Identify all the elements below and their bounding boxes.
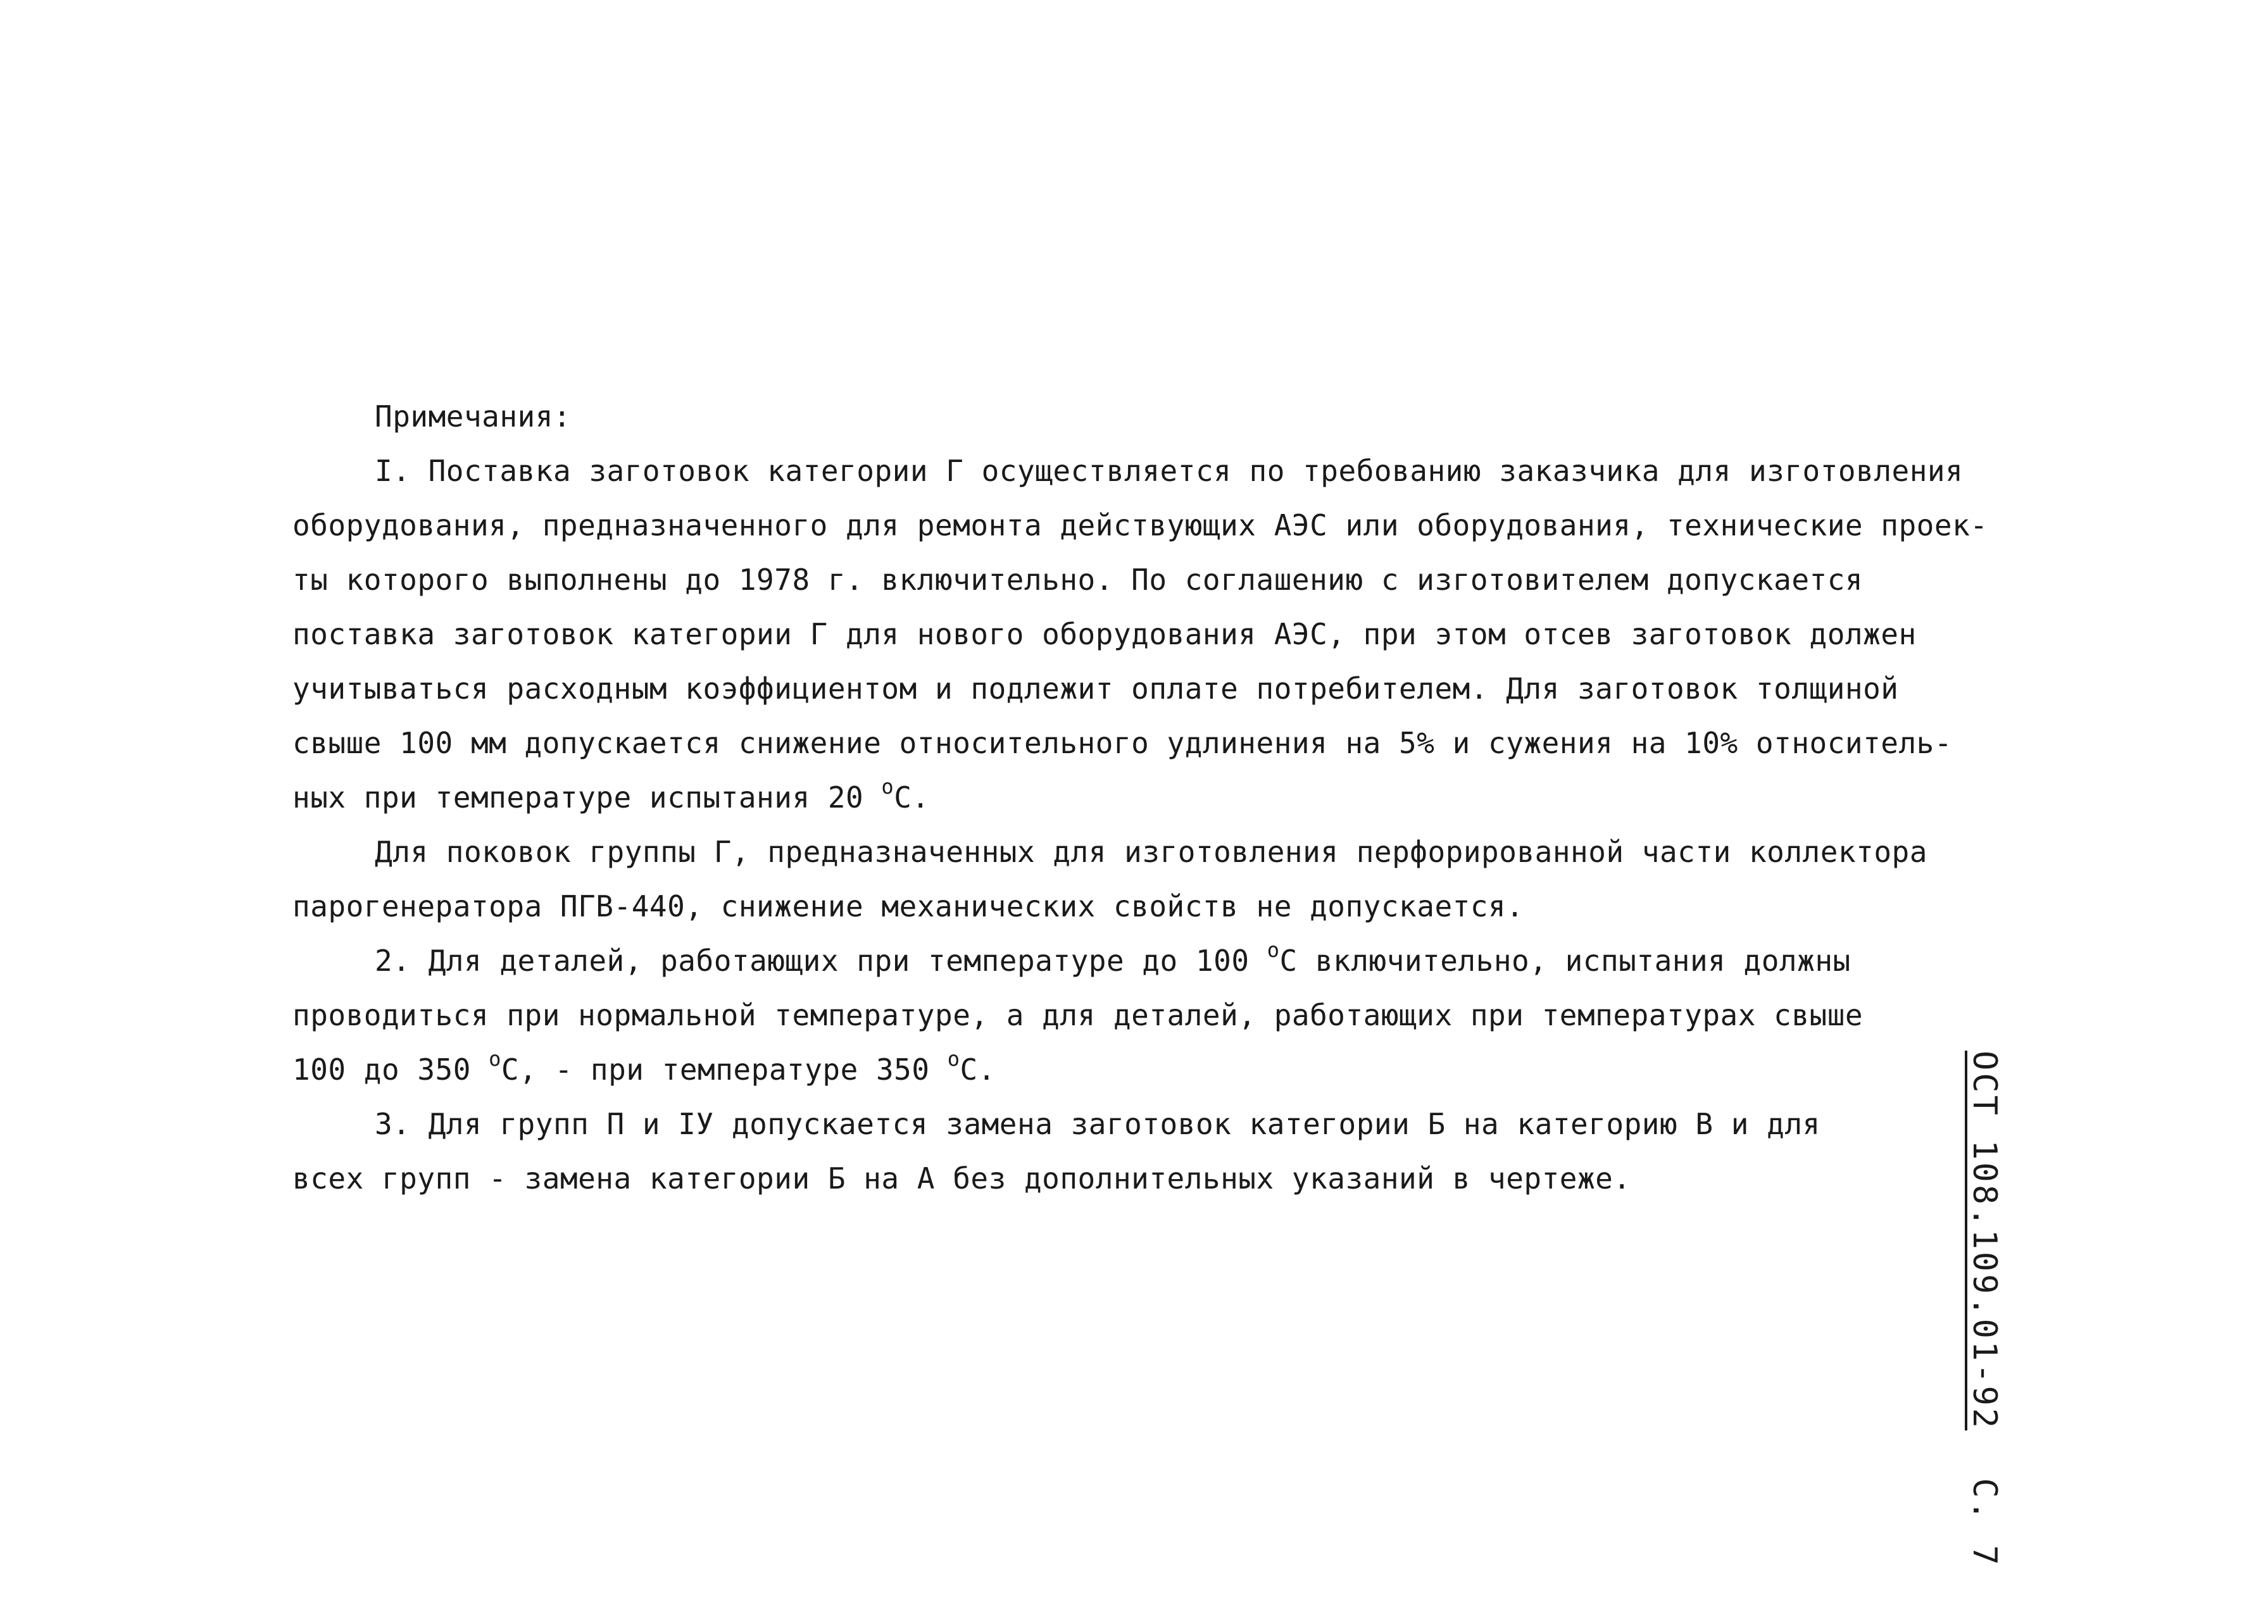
note-1-line-6: свыше 100 мм допускается снижение относительного удлинения на 5% и сужения на 10% относитель-	[292, 726, 1953, 760]
celsius-unit: С.	[960, 1052, 996, 1087]
note-2-line-3	[292, 1042, 1888, 1097]
note-2-line-3-mid: С, - при температуре 350	[501, 1052, 948, 1087]
note-1-line-3: ты которого выполнены до 1978 г. включительно. По соглашению с изготовителем допускается	[292, 563, 1864, 597]
document-code-stamp	[1959, 1051, 2010, 1568]
notes-title: Примечания:	[375, 399, 572, 434]
note-2-line-1-text: 2. Для деталей, работающих при температуре до 100	[375, 944, 1267, 978]
celsius-unit: С.	[894, 780, 930, 815]
degree-mark: o	[881, 775, 894, 799]
note-1-para-2-line-1: Для поковок группы Г, предназначенных для изготовления перфорированной части коллектора	[375, 835, 1927, 869]
note-2-line-1	[292, 934, 1888, 988]
note-1-line-5: учитываться расходным коэффициентом и подлежит оплате потребителем. Для заготовок толщиной	[292, 671, 1899, 706]
note-1-line-2: оборудования, предназначенного для ремонта действующих АЭС или оборудования, технические проек-	[292, 508, 1988, 542]
degree-mark: o	[1267, 938, 1280, 962]
degree-mark: o	[489, 1047, 501, 1071]
note-3-line-1: 3. Для групп П и IУ допускается замена заготовок категории Б на категорию В и для	[375, 1107, 1820, 1141]
note-1-line-7-text: ных при температуре испытания 20	[292, 780, 882, 815]
note-2-line-3-text: 100 до 350	[292, 1052, 489, 1087]
page-number: С. 7	[1965, 1478, 2003, 1568]
standard-code: ОСТ 108.109.01-92	[1965, 1051, 2003, 1431]
note-1-line-4: поставка заготовок категории Г для нового оборудования АЭС, при этом отсев заготовок должен	[292, 617, 1917, 651]
note-2-line-2: проводиться при нормальной температуре, а для деталей, работающих при температурах свыше	[292, 998, 1864, 1032]
note-1-line-1: I. Поставка заготовок категории Г осуществляется по требованию заказчика для изготовления	[375, 454, 1964, 488]
note-3-line-2: всех групп - замена категории Б на А без дополнительных указаний в чертеже.	[292, 1161, 1631, 1196]
degree-mark: o	[947, 1047, 960, 1071]
note-1-line-7	[292, 770, 1888, 825]
note-2-line-1-tail: С включительно, испытания должны	[1279, 944, 1851, 978]
note-1-para-2-line-2: парогенератора ПГВ-440, снижение механических свойств не допускается.	[292, 889, 1524, 923]
notes-block	[292, 389, 1988, 1206]
